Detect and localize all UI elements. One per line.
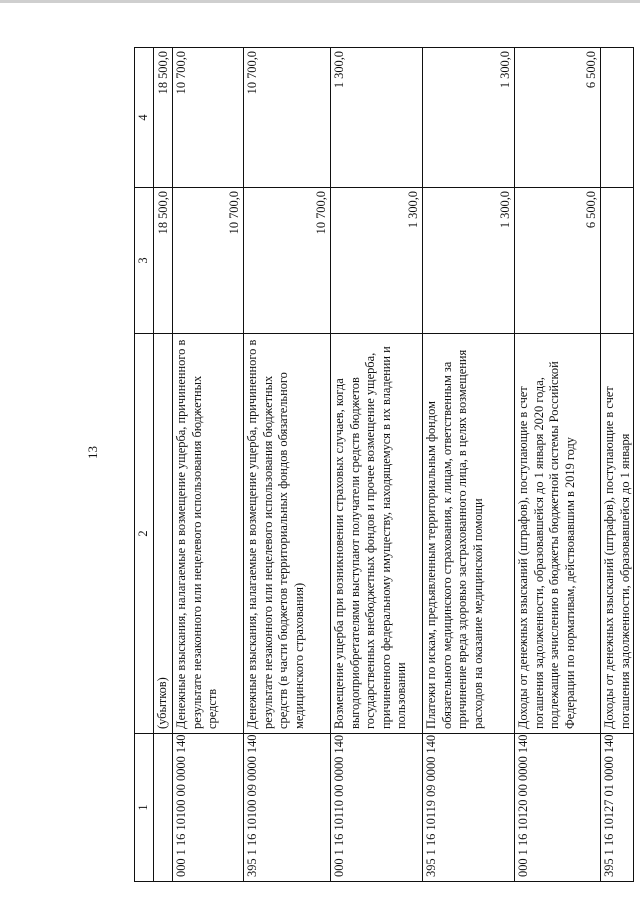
header-col-4: 4 [135,48,154,188]
scan-edge [0,0,640,3]
name-cell: Платежи по искам, предъявленным территориальным фондом обязательного медицинского страхования, к лицам, ответственным за причинение вреда здоровью застрахованного лица, в целях возмещения расходов на оказание медицинской помощи [423,334,515,734]
name-cell: Возмещение ущерба при возникновении страховых случаев, когда выгодоприобретателями выступают получатели средств бюджетов государственных внебюджетных фондов и прочее возмещение ущерба, причиненного федеральному имуществу, находящемуся в их владении и пользовании [331,334,423,734]
code-cell: 395 1 16 10100 09 0000 140 [244,734,331,882]
table-row [331,48,423,882]
revenue-table [134,47,634,882]
name-cell: Доходы от денежных взысканий (штрафов), поступающие в счет погашения задолженности, образовавшейся до 1 января [601,334,634,734]
code-cell: 000 1 16 10120 00 0000 140 [515,734,601,882]
table-row [244,48,331,882]
name-cell: Денежные взыскания, налагаемые в возмещение ущерба, причиненного в результате незаконного или нецелевого использования бюджетных средств (в части бюджетов территориальных фондов обязательного медицинского страхования) [244,334,331,734]
table-row [173,48,244,882]
code-cell: 395 1 16 10119 09 0000 140 [423,734,515,882]
page-number: 13 [85,446,100,459]
header-col-2: 2 [135,334,154,734]
value-cell-col4: 6 500,0 [515,48,601,188]
table-row [515,48,601,882]
value-cell-col4: 1 300,0 [423,48,515,188]
value-cell-col3: 10 700,0 [173,188,244,334]
value-cell-col3: 10 700,0 [244,188,331,334]
value-cell-col3: 1 300,0 [423,188,515,334]
name-cell: Доходы от денежных взысканий (штрафов), поступающие в счет погашения задолженности, образовавшейся до 1 января 2020 года, подлежащие зачислению в бюджеты бюджетной системы Российской Федерации по нормативам, действовавшим в 2019 году [515,334,601,734]
header-row [135,48,154,882]
value-cell-col4: 1 300,0 [331,48,423,188]
header-col-3: 3 [135,188,154,334]
table-row [423,48,515,882]
value-cell-col3: 6 500,0 [515,188,601,334]
value-cell-col4: 10 700,0 [173,48,244,188]
code-cell: 000 1 16 10100 00 0000 140 [173,734,244,882]
rotated-page-content [134,48,632,882]
code-cell: 000 1 16 10110 00 0000 140 [331,734,423,882]
value-cell-col4: 10 700,0 [244,48,331,188]
value-cell-col3 [601,188,634,334]
value-cell-col3: 1 300,0 [331,188,423,334]
continuation-row [154,48,173,882]
name-cell: (убытков) [154,334,173,734]
value-cell-col4 [601,48,634,188]
table-row [601,48,634,882]
name-cell: Денежные взыскания, налагаемые в возмещение ущерба, причиненного в результате незаконного или нецелевого использования бюджетных средств [173,334,244,734]
value-cell-col3: 18 500,0 [154,188,173,334]
code-cell [154,734,173,882]
code-cell: 395 1 16 10127 01 0000 140 [601,734,634,882]
value-cell-col4: 18 500,0 [154,48,173,188]
header-col-1: 1 [135,734,154,882]
